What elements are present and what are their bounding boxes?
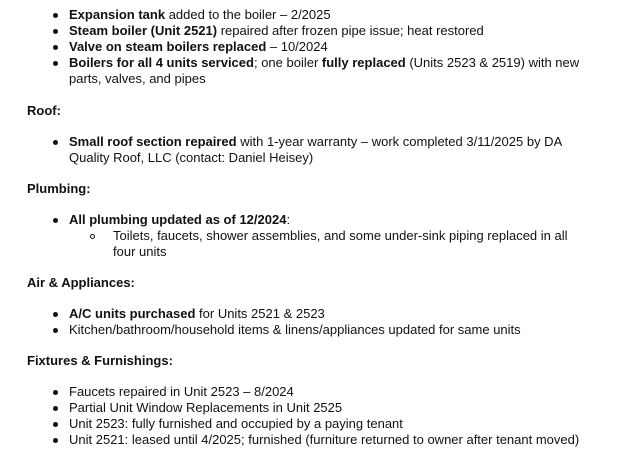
- bold-text: All plumbing updated as of 12/2024: [69, 212, 287, 227]
- item-text: (Units 2523 & 2519) with new: [405, 55, 580, 70]
- item-text: ; one boiler: [253, 55, 322, 70]
- bullet-icon: [53, 61, 58, 66]
- list-item-continuation: Quality Roof, LLC (contact: Daniel Heisey): [69, 150, 314, 165]
- list-item: Faucets repaired in Unit 2523 – 8/2024: [69, 384, 294, 399]
- bold-text: Valve on steam boilers replaced: [69, 39, 267, 54]
- bullet-icon: [53, 422, 58, 427]
- item-text: :: [286, 212, 291, 227]
- item-text: – 10/2024: [266, 39, 328, 54]
- list-item: Partial Unit Window Replacements in Unit 2525: [69, 400, 343, 415]
- list-item: [69, 23, 484, 39]
- bold-text: Steam boiler (Unit 2521): [69, 23, 218, 38]
- item-text: added to the boiler – 2/2025: [165, 7, 331, 22]
- bullet-icon: [53, 45, 58, 50]
- bullet-icon: [53, 140, 58, 145]
- section-heading-roof: Roof:: [27, 103, 61, 118]
- bullet-icon: [53, 13, 58, 18]
- section-heading-fixtures: Fixtures & Furnishings:: [27, 353, 173, 368]
- bold-text: fully replaced: [321, 55, 406, 70]
- bullet-icon: [53, 438, 58, 443]
- list-item: [69, 55, 579, 71]
- list-item: Kitchen/bathroom/household items & linens/appliances updated for same units: [69, 322, 521, 337]
- bold-text: Small roof section repaired: [69, 134, 237, 149]
- bullet-icon: [53, 218, 58, 223]
- section-heading-plumbing: Plumbing:: [27, 181, 91, 196]
- bullet-icon: [53, 312, 58, 317]
- bullet-icon: [53, 328, 58, 333]
- list-item: [69, 306, 325, 322]
- list-item: Unit 2521: leased until 4/2025; furnished (furniture returned to owner after tenant moved): [69, 432, 580, 447]
- list-item: [69, 7, 331, 23]
- list-item: [69, 134, 562, 150]
- bold-text: Boilers for all 4 units serviced: [69, 55, 254, 70]
- list-item-continuation: parts, valves, and pipes: [69, 71, 206, 86]
- bold-text: A/C units purchased: [69, 306, 196, 321]
- bullet-icon: [53, 406, 58, 411]
- bullet-icon: [53, 29, 58, 34]
- item-text: for Units 2521 & 2523: [195, 306, 325, 321]
- sub-list-item-continuation: four units: [113, 244, 167, 259]
- item-text: with 1-year warranty – work completed 3/11/2025 by DA: [236, 134, 563, 149]
- sub-bullet-icon: [90, 234, 95, 239]
- sub-list-item: Toilets, faucets, shower assemblies, and some under-sink piping replaced in all: [113, 228, 568, 243]
- section-heading-air-appliances: Air & Appliances:: [27, 275, 135, 290]
- item-text: repaired after frozen pipe issue; heat restored: [217, 23, 484, 38]
- list-item: [69, 212, 290, 228]
- bullet-icon: [53, 390, 58, 395]
- list-item: [69, 39, 328, 55]
- bold-text: Expansion tank: [69, 7, 166, 22]
- list-item: Unit 2523: fully furnished and occupied by a paying tenant: [69, 416, 403, 431]
